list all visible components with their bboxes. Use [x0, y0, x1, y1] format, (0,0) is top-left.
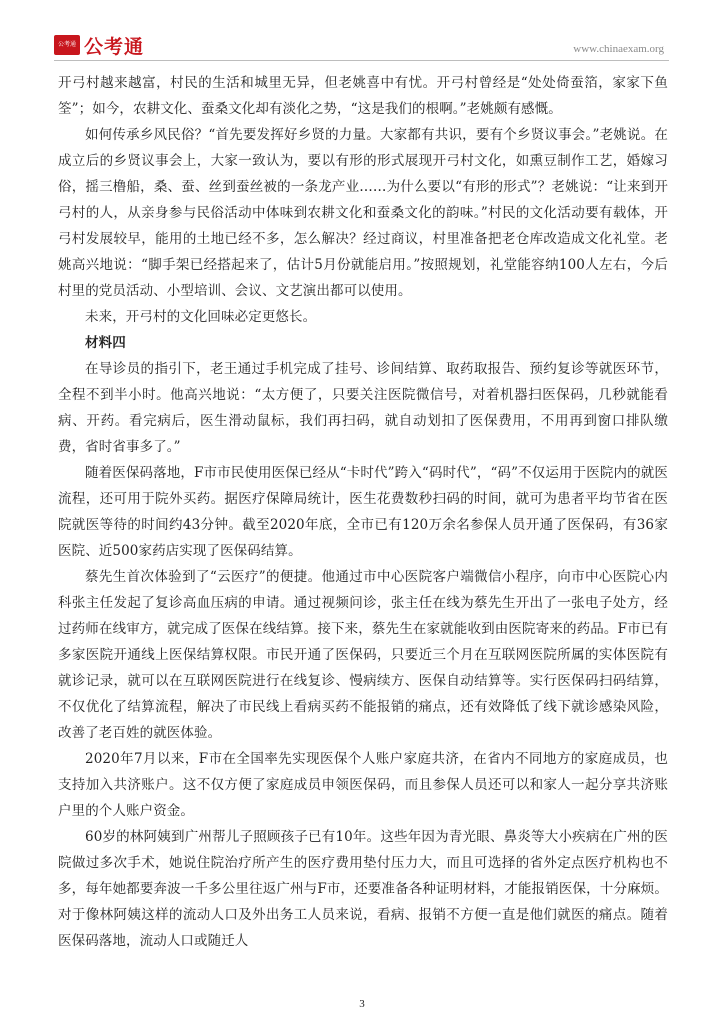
paragraph: 开弓村越来越富，村民的生活和城里无异，但老姚喜中有忧。开弓村曾经是“处处倚蚕箔，家家下鱼筌”；如今，农耕文化、蚕桑文化却有淡化之势，“这是我们的根啊。”老姚颇有感慨。 [58, 75, 668, 117]
paragraph: 未来，开弓村的文化回味必定更悠长。 [85, 309, 317, 325]
document-body [58, 70, 668, 954]
paragraph: 如何传承乡风民俗？“首先要发挥好乡贤的力量。大家都有共识，要有个乡贤议事会。”老姚说。在成立后的乡贤议事会上，大家一致认为，要以有形的形式展现开弓村文化，如熏豆制作工艺，婚嫁习俗，摇三橹船，桑、蚕、丝到蚕丝被的一条龙产业……为什么要以“有形的形式”？老姚说：“让来到开弓村的人，从亲身参与民俗活动中体味到农耕文化和蚕桑文化的韵味。”村民的文化活动要有载体，开弓村发展较早，能用的土地已经不多，怎么解决？经过商议，村里准备把老仓库改造成文化礼堂。老姚高兴地说：“脚手架已经搭起来了，估计5月份就能启用。”按照规划，礼堂能容纳100人左右，今后村里的党员活动、小型培训、会议、文艺演出都可以使用。 [58, 127, 668, 299]
paragraph: 2020年7月以来，F市在全国率先实现医保个人账户家庭共济，在省内不同地方的家庭成员，也支持加入共济账户。这不仅方便了家庭成员申领医保码，而且参保人员还可以和家人一起分享共济账户里的个人账户资金。 [58, 751, 668, 819]
page-number: 3 [359, 998, 365, 1010]
paragraph: 在导诊员的指引下，老王通过手机完成了挂号、诊间结算、取药取报告、预约复诊等就医环节，全程不到半小时。他高兴地说：“太方便了，只要关注医院微信号，对着机器扫医保码，几秒就能看病、开药。看完病后，医生滑动鼠标，我们再扫码，就自动划扣了医保费用，不用再到窗口排队缴费，省时省事多了。” [58, 361, 668, 455]
paragraph: 蔡先生首次体验到了“云医疗”的便捷。他通过市中心医院客户端微信小程序，向市中心医院心内科张主任发起了复诊高血压病的申请。通过视频问诊，张主任在线为蔡先生开出了一张电子处方，经过药师在线审方，就完成了医保在线结算。接下来，蔡先生在家就能收到由医院寄来的药品。F市已有多家医院开通线上医保结算权限。市民开通了医保码，只要近三个月在互联网医院所属的实体医院有就诊记录，就可以在互联网医院进行在线复诊、慢病续方、医保自动结算等。实行医保码扫码结算，不仅优化了结算流程，解决了市民线上看病买药不能报销的痛点，还有效降低了线下就诊感染风险，改善了老百姓的就医体验。 [58, 569, 668, 741]
section-heading: 材料四 [85, 335, 126, 351]
paragraph: 60岁的林阿姨到广州帮儿子照顾孩子已有10年。这些年因为青光眼、鼻炎等大小疾病在广州的医院做过多次手术，她说住院治疗所产生的医疗费用垫付压力大，而且可选择的省外定点医疗机构也不多，每年她都要奔波一千多公里往返广州与F市，还要准备各种证明材料，才能报销医保，十分麻烦。对于像林阿姨这样的流动人口及外出务工人员来说，看病、报销不方便一直是他们就医的痛点。随着医保码落地，流动人口或随迁人 [58, 829, 668, 949]
page-header [54, 33, 664, 59]
logo-wordmark: 公考通 [84, 36, 145, 58]
paragraph: 随着医保码落地，F市市民使用医保已经从“卡时代”跨入“码时代”，“码”不仅运用于医院内的就医流程，还可用于院外买药。据医疗保障局统计，医生花费数秒扫码的时间，就可为患者平均节省在医院就医等待的时间约43分钟。截至2020年底，全市已有120万余名参保人员开通了医保码，有36家医院、近500家药店实现了医保码结算。 [58, 465, 668, 559]
site-url[interactable]: www.chinaexam.org [573, 43, 664, 55]
header-divider [54, 60, 669, 61]
logo-badge: 公考通 [54, 35, 80, 55]
